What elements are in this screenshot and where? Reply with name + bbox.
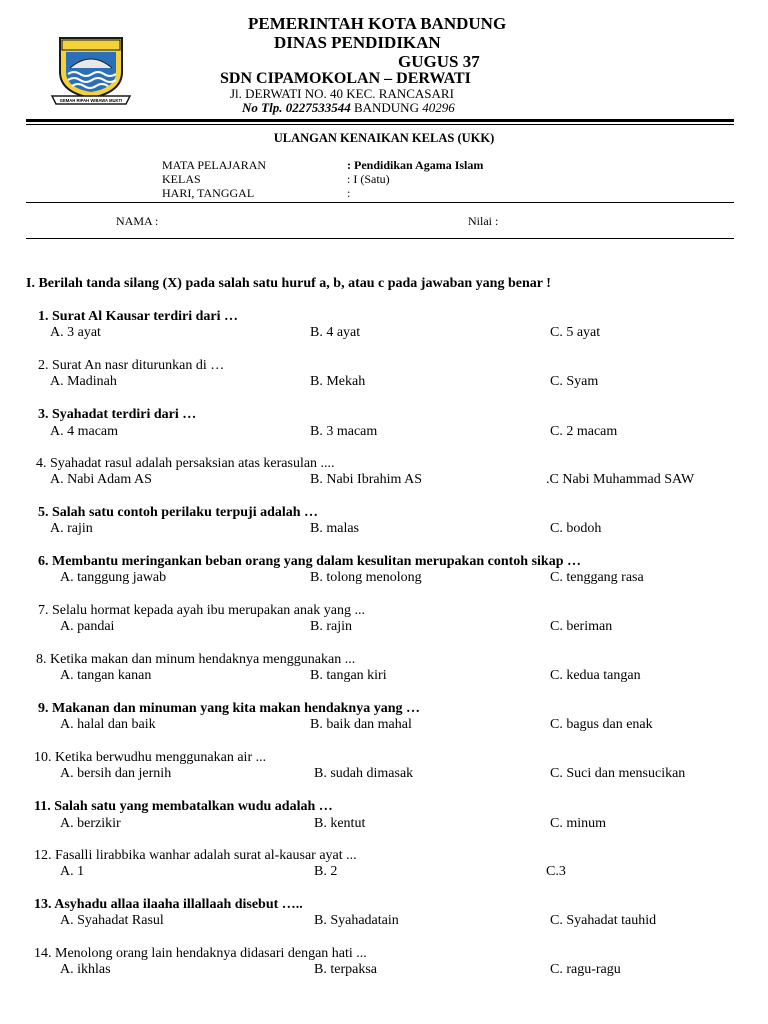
option-a[interactable]: A. tangan kanan <box>60 668 152 683</box>
header-address: Jl. DERWATI NO. 40 KEC. RANCASARI <box>230 86 454 101</box>
option-b[interactable]: B. kentut <box>314 816 366 831</box>
option-c[interactable]: C. Syahadat tauhid <box>550 913 657 928</box>
option-a[interactable]: A. 4 macam <box>50 424 119 439</box>
option-a[interactable]: A. halal dan baik <box>60 717 156 732</box>
field-label-class: KELAS <box>162 172 201 186</box>
option-b[interactable]: B. tolong menolong <box>310 570 422 585</box>
question-11: 11. Salah satu yang membatalkan wudu adalah … <box>34 799 333 814</box>
option-c[interactable]: C. Syam <box>550 374 599 389</box>
option-c[interactable]: C. 2 macam <box>550 424 618 439</box>
field-value-date: : <box>347 186 351 200</box>
question-13: 13. Asyhadu allaa ilaaha illallaah disebut ….. <box>34 897 303 912</box>
option-b[interactable]: B. 2 <box>314 864 338 879</box>
option-a[interactable]: A. pandai <box>60 619 115 634</box>
question-2: 2. Surat An nasr diturunkan di … <box>38 358 225 373</box>
question-10: 10. Ketika berwudhu menggunakan air ... <box>34 750 267 765</box>
option-c[interactable]: C. beriman <box>550 619 613 634</box>
option-c[interactable]: C. bagus dan enak <box>550 717 653 732</box>
field-label-date: HARI, TANGGAL <box>162 186 255 200</box>
score-label: Nilai : <box>468 214 499 228</box>
option-b[interactable]: B. terpaksa <box>314 962 377 977</box>
question-8: 8. Ketika makan dan minum hendaknya menggunakan ... <box>36 652 356 667</box>
option-b[interactable]: B. Nabi Ibrahim AS <box>310 472 422 487</box>
option-b[interactable]: B. sudah dimasak <box>314 766 414 781</box>
option-a[interactable]: A. tanggung jawab <box>60 570 167 585</box>
option-b[interactable]: B. baik dan mahal <box>310 717 412 732</box>
option-c[interactable]: C. ragu-ragu <box>550 962 621 977</box>
header-divider-thick <box>26 119 734 122</box>
field-label-subject: MATA PELAJARAN <box>162 158 267 172</box>
header-school: SDN CIPAMOKOLAN – DERWATI <box>220 70 471 87</box>
meta-divider-top <box>26 202 734 203</box>
option-c[interactable]: C. tenggang rasa <box>550 570 644 585</box>
option-c[interactable]: C. 5 ayat <box>550 325 601 340</box>
option-a[interactable]: A. Syahadat Rasul <box>60 913 164 928</box>
option-a[interactable]: A. bersih dan jernih <box>60 766 172 781</box>
header-government: PEMERINTAH KOTA BANDUNG <box>248 14 507 33</box>
bandung-city-emblem-icon <box>46 34 136 108</box>
field-value-class: : I (Satu) <box>347 172 390 186</box>
exam-title: ULANGAN KENAIKAN KELAS (UKK) <box>273 131 495 145</box>
option-b[interactable]: B. tangan kiri <box>310 668 387 683</box>
question-9: 9. Makanan dan minuman yang kita makan hendaknya yang … <box>38 701 421 716</box>
question-3: 3. Syahadat terdiri dari … <box>38 407 197 422</box>
option-b[interactable]: B. rajin <box>310 619 352 634</box>
option-c[interactable]: C. kedua tangan <box>550 668 641 683</box>
option-c[interactable]: C.3 <box>546 864 566 879</box>
option-a[interactable]: A. Madinah <box>50 374 117 389</box>
field-value-subject: : Pendidikan Agama Islam <box>347 158 484 172</box>
option-a[interactable]: A. rajin <box>50 521 93 536</box>
header-cluster: GUGUS 37 <box>398 52 480 71</box>
option-c[interactable]: C. minum <box>550 816 607 831</box>
question-14: 14. Menolong orang lain hendaknya didasari dengan hati ... <box>34 946 367 961</box>
option-b[interactable]: B. Syahadatain <box>314 913 399 928</box>
option-c[interactable]: .C Nabi Muhammad SAW <box>546 472 695 487</box>
header-divider-thin <box>26 124 734 125</box>
section-instruction: I. Berilah tanda silang (X) pada salah satu huruf a, b, atau c pada jawaban yang benar ! <box>26 276 551 291</box>
meta-divider-bottom <box>26 238 734 239</box>
question-12: 12. Fasalli lirabbika wanhar adalah surat al-kausar ayat ... <box>34 848 357 863</box>
question-7: 7. Selalu hormat kepada ayah ibu merupakan anak yang ... <box>38 603 365 618</box>
option-c[interactable]: C. Suci dan mensucikan <box>550 766 686 781</box>
option-b[interactable]: B. 3 macam <box>310 424 378 439</box>
option-a[interactable]: A. ikhlas <box>60 962 111 977</box>
option-a[interactable]: A. 1 <box>60 864 85 879</box>
question-5: 5. Salah satu contoh perilaku terpuji adalah … <box>38 505 319 520</box>
question-1: 1. Surat Al Kausar terdiri dari … <box>38 309 239 324</box>
option-b[interactable]: B. malas <box>310 521 359 536</box>
option-a[interactable]: A. berzikir <box>60 816 121 831</box>
option-c[interactable]: C. bodoh <box>550 521 602 536</box>
header-phone: No Tlp. 0227533544 BANDUNG 40296 <box>242 100 455 115</box>
option-b[interactable]: B. Mekah <box>310 374 366 389</box>
option-a[interactable]: A. 3 ayat <box>50 325 101 340</box>
logo-motto: GEMAH RIPAH WIBAWA MUKTI <box>59 98 123 103</box>
header-department: DINAS PENDIDIKAN <box>274 33 441 52</box>
option-a[interactable]: A. Nabi Adam AS <box>50 472 152 487</box>
student-name-label: NAMA : <box>116 214 159 228</box>
question-4: 4. Syahadat rasul adalah persaksian atas kerasulan .... <box>36 456 335 471</box>
question-6: 6. Membantu meringankan beban orang yang dalam kesulitan merupakan contoh sikap … <box>38 554 581 569</box>
option-b[interactable]: B. 4 ayat <box>310 325 361 340</box>
